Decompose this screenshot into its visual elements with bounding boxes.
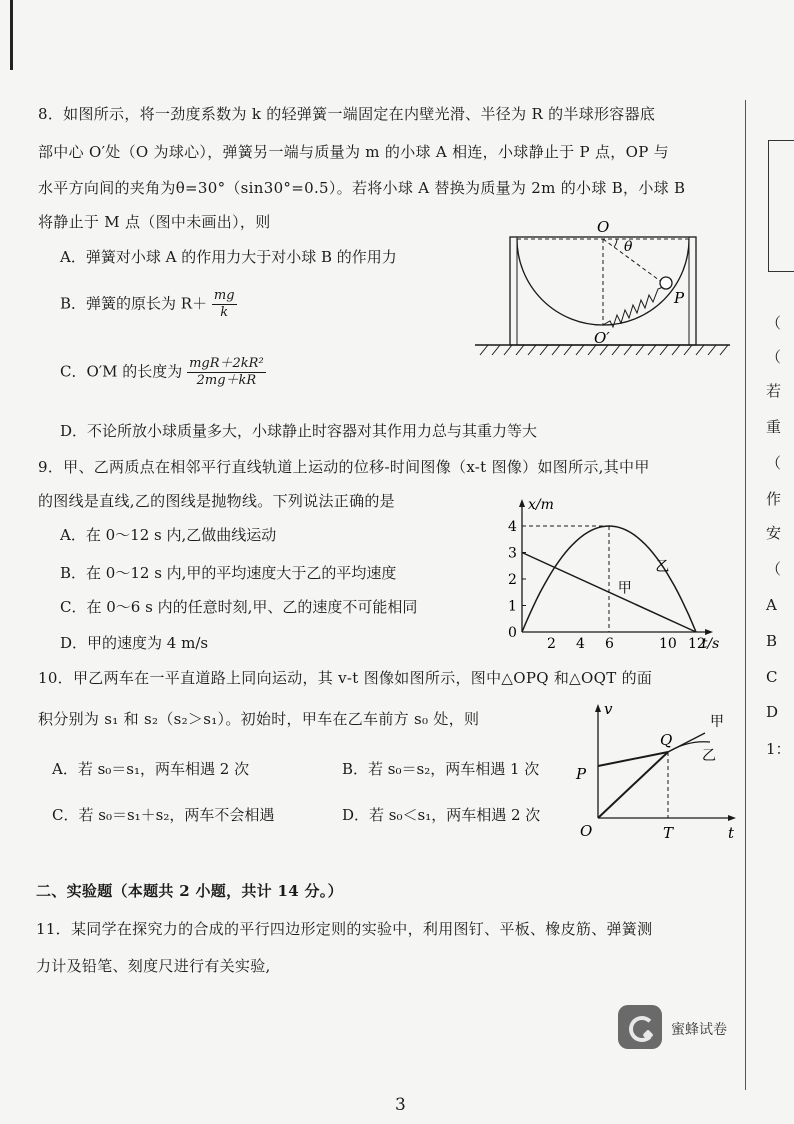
right-strip-char-4: 重 (766, 418, 782, 436)
q10-option-a: A．若 s₀＝s₁，两车相遇 2 次 (52, 760, 250, 778)
line-yi-segment (598, 752, 668, 818)
q8-option-b-numerator: mg (213, 288, 235, 303)
q8-stem-line4: 将静止于 M 点（图中未画出），则 (38, 213, 271, 231)
q8-option-b-text: B．弹簧的原长为 R＋ (60, 294, 208, 313)
section-heading: 二、实验题（本题共 2 小题，共计 14 分。） (36, 882, 343, 900)
label-t-axis: t (728, 824, 735, 842)
y-axis-label: x/m (528, 497, 554, 513)
label-origin: O (580, 822, 593, 840)
right-strip-char-6: 作 (766, 490, 782, 508)
label-v: v (604, 700, 613, 718)
page-edge-mark (10, 0, 13, 70)
q10-vt-figure (570, 700, 742, 845)
q11-stem-line1: 11．某同学在探究力的合成的平行四边形定则的实验中，利用图钉、平板、橡皮筋、弹簧测 (36, 920, 653, 938)
label-p: P (674, 289, 685, 307)
x-tick-label: 6 (605, 636, 614, 652)
theta-arc (614, 239, 617, 247)
q8-option-b (60, 288, 237, 321)
q8-stem-line2: 部中心 O′处（O 为球心），弹簧另一端与质量为 m 的小球 A 相连，小球静止于 P 点，OP 与 (38, 143, 669, 161)
t-axis-arrow (728, 815, 736, 821)
label-o-prime: O′ (594, 329, 610, 347)
x-axis-label: t/s (701, 636, 720, 652)
q10-stem-line1: 10．甲乙两车在一平直道路上同向运动，其 v-t 图像如图所示，图中△OPQ 和△OQT 的面 (38, 669, 653, 687)
q8-option-c (60, 356, 266, 389)
label-theta: θ (624, 239, 633, 255)
watermark-text: 蜜蜂试卷 (671, 1022, 727, 1038)
y-tick-label: 2 (508, 572, 517, 588)
right-strip-char-3: 若 (766, 382, 782, 400)
q8-option-a: A．弹簧对小球 A 的作用力大于对小球 B 的作用力 (60, 248, 397, 266)
ball (660, 277, 672, 289)
right-strip-char-1: （ (766, 314, 782, 332)
label-o: O (597, 218, 610, 236)
label-q: Q (660, 731, 673, 749)
q9-option-b: B．在 0～12 s 内,甲的平均速度大于乙的平均速度 (60, 564, 397, 582)
right-strip-char-13: 1： (766, 740, 791, 758)
y-axis-arrow (519, 499, 525, 507)
q8-option-c-fraction (187, 356, 266, 389)
y-tick-label: 0 (508, 625, 517, 641)
q9-option-a: A．在 0～12 s 内,乙做曲线运动 (60, 526, 277, 544)
v-axis-arrow (595, 704, 601, 712)
label-t-point: T (663, 824, 674, 842)
page-number: 3 (395, 1095, 406, 1115)
q9-stem-line2: 的图线是直线,乙的图线是抛物线。下列说法正确的是 (38, 492, 395, 510)
right-strip-char-12: D (766, 703, 779, 721)
y-tick-label: 4 (508, 519, 517, 535)
q8-option-c-denominator: 2mg＋kR (196, 373, 257, 388)
x-tick-label: 10 (659, 636, 677, 652)
q10-option-d: D．若 s₀＜s₁，两车相遇 2 次 (342, 806, 541, 824)
q8-stem-line1: 8．如图所示，将一劲度系数为 k 的轻弹簧一端固定在内壁光滑、半径为 R 的半球形容器底 (38, 105, 656, 123)
right-strip-char-5: （ (766, 454, 782, 472)
q8-hemisphere-figure (470, 215, 740, 360)
op-dashed-line (603, 239, 663, 283)
x-axis-arrow (705, 629, 713, 635)
q11-stem-line2: 力计及铅笔、刻度尺进行有关实验, (36, 957, 271, 975)
x-tick-label: 2 (547, 636, 556, 652)
q9-stem-line1: 9．甲、乙两质点在相邻平行直线轨道上运动的位移-时间图像（x-t 图像）如图所示,其中甲 (38, 458, 650, 476)
q10-option-c: C．若 s₀＝s₁＋s₂，两车不会相遇 (52, 806, 275, 824)
right-strip-char-8: （ (766, 560, 782, 578)
right-strip-char-9: A (766, 596, 777, 614)
spring (603, 287, 663, 327)
x-tick-label: 12 (688, 636, 706, 652)
watermark-logo-icon (618, 1005, 662, 1049)
q10-option-b: B．若 s₀＝s₂，两车相遇 1 次 (342, 760, 540, 778)
column-divider (745, 100, 746, 1090)
q9-option-d: D．甲的速度为 4 m/s (60, 634, 209, 652)
q8-option-c-text: C．O′M 的长度为 (60, 362, 183, 381)
series-jia-label: 甲 (617, 580, 632, 597)
q10-stem-line2: 积分别为 s₁ 和 s₂（s₂＞s₁）。初始时，甲车在乙车前方 s₀ 处，则 (38, 710, 480, 728)
q8-option-b-fraction (212, 288, 237, 321)
y-tick-label: 3 (508, 545, 517, 562)
right-strip-char-11: C (766, 668, 778, 686)
q9-option-c: C．在 0～6 s 内的任意时刻,甲、乙的速度不可能相同 (60, 598, 418, 616)
x-tick-label: 4 (576, 636, 585, 652)
label-yi: 乙 (702, 748, 716, 764)
label-p: P (576, 765, 587, 783)
q8-option-d: D．不论所放小球质量多大，小球静止时容器对其作用力总与其重力等大 (60, 422, 538, 440)
label-jia: 甲 (710, 714, 724, 730)
q9-xt-chart (500, 495, 745, 655)
q8-option-c-numerator: mgR＋2kR² (189, 356, 264, 371)
series-yi-label: 乙 (655, 559, 670, 576)
right-strip-char-7: 安 (766, 524, 782, 542)
line-jia (598, 752, 668, 766)
right-strip-char-2: （ (766, 348, 782, 366)
q8-stem-line3: 水平方向间的夹角为θ=30°（sin30°=0.5）。若将小球 A 替换为质量为 2m 的小球 B，小球 B (38, 179, 686, 197)
right-strip-char-10: B (766, 632, 778, 650)
y-tick-label: 1 (508, 598, 517, 615)
right-strip-box (768, 140, 794, 272)
q8-option-b-denominator: k (220, 305, 229, 320)
